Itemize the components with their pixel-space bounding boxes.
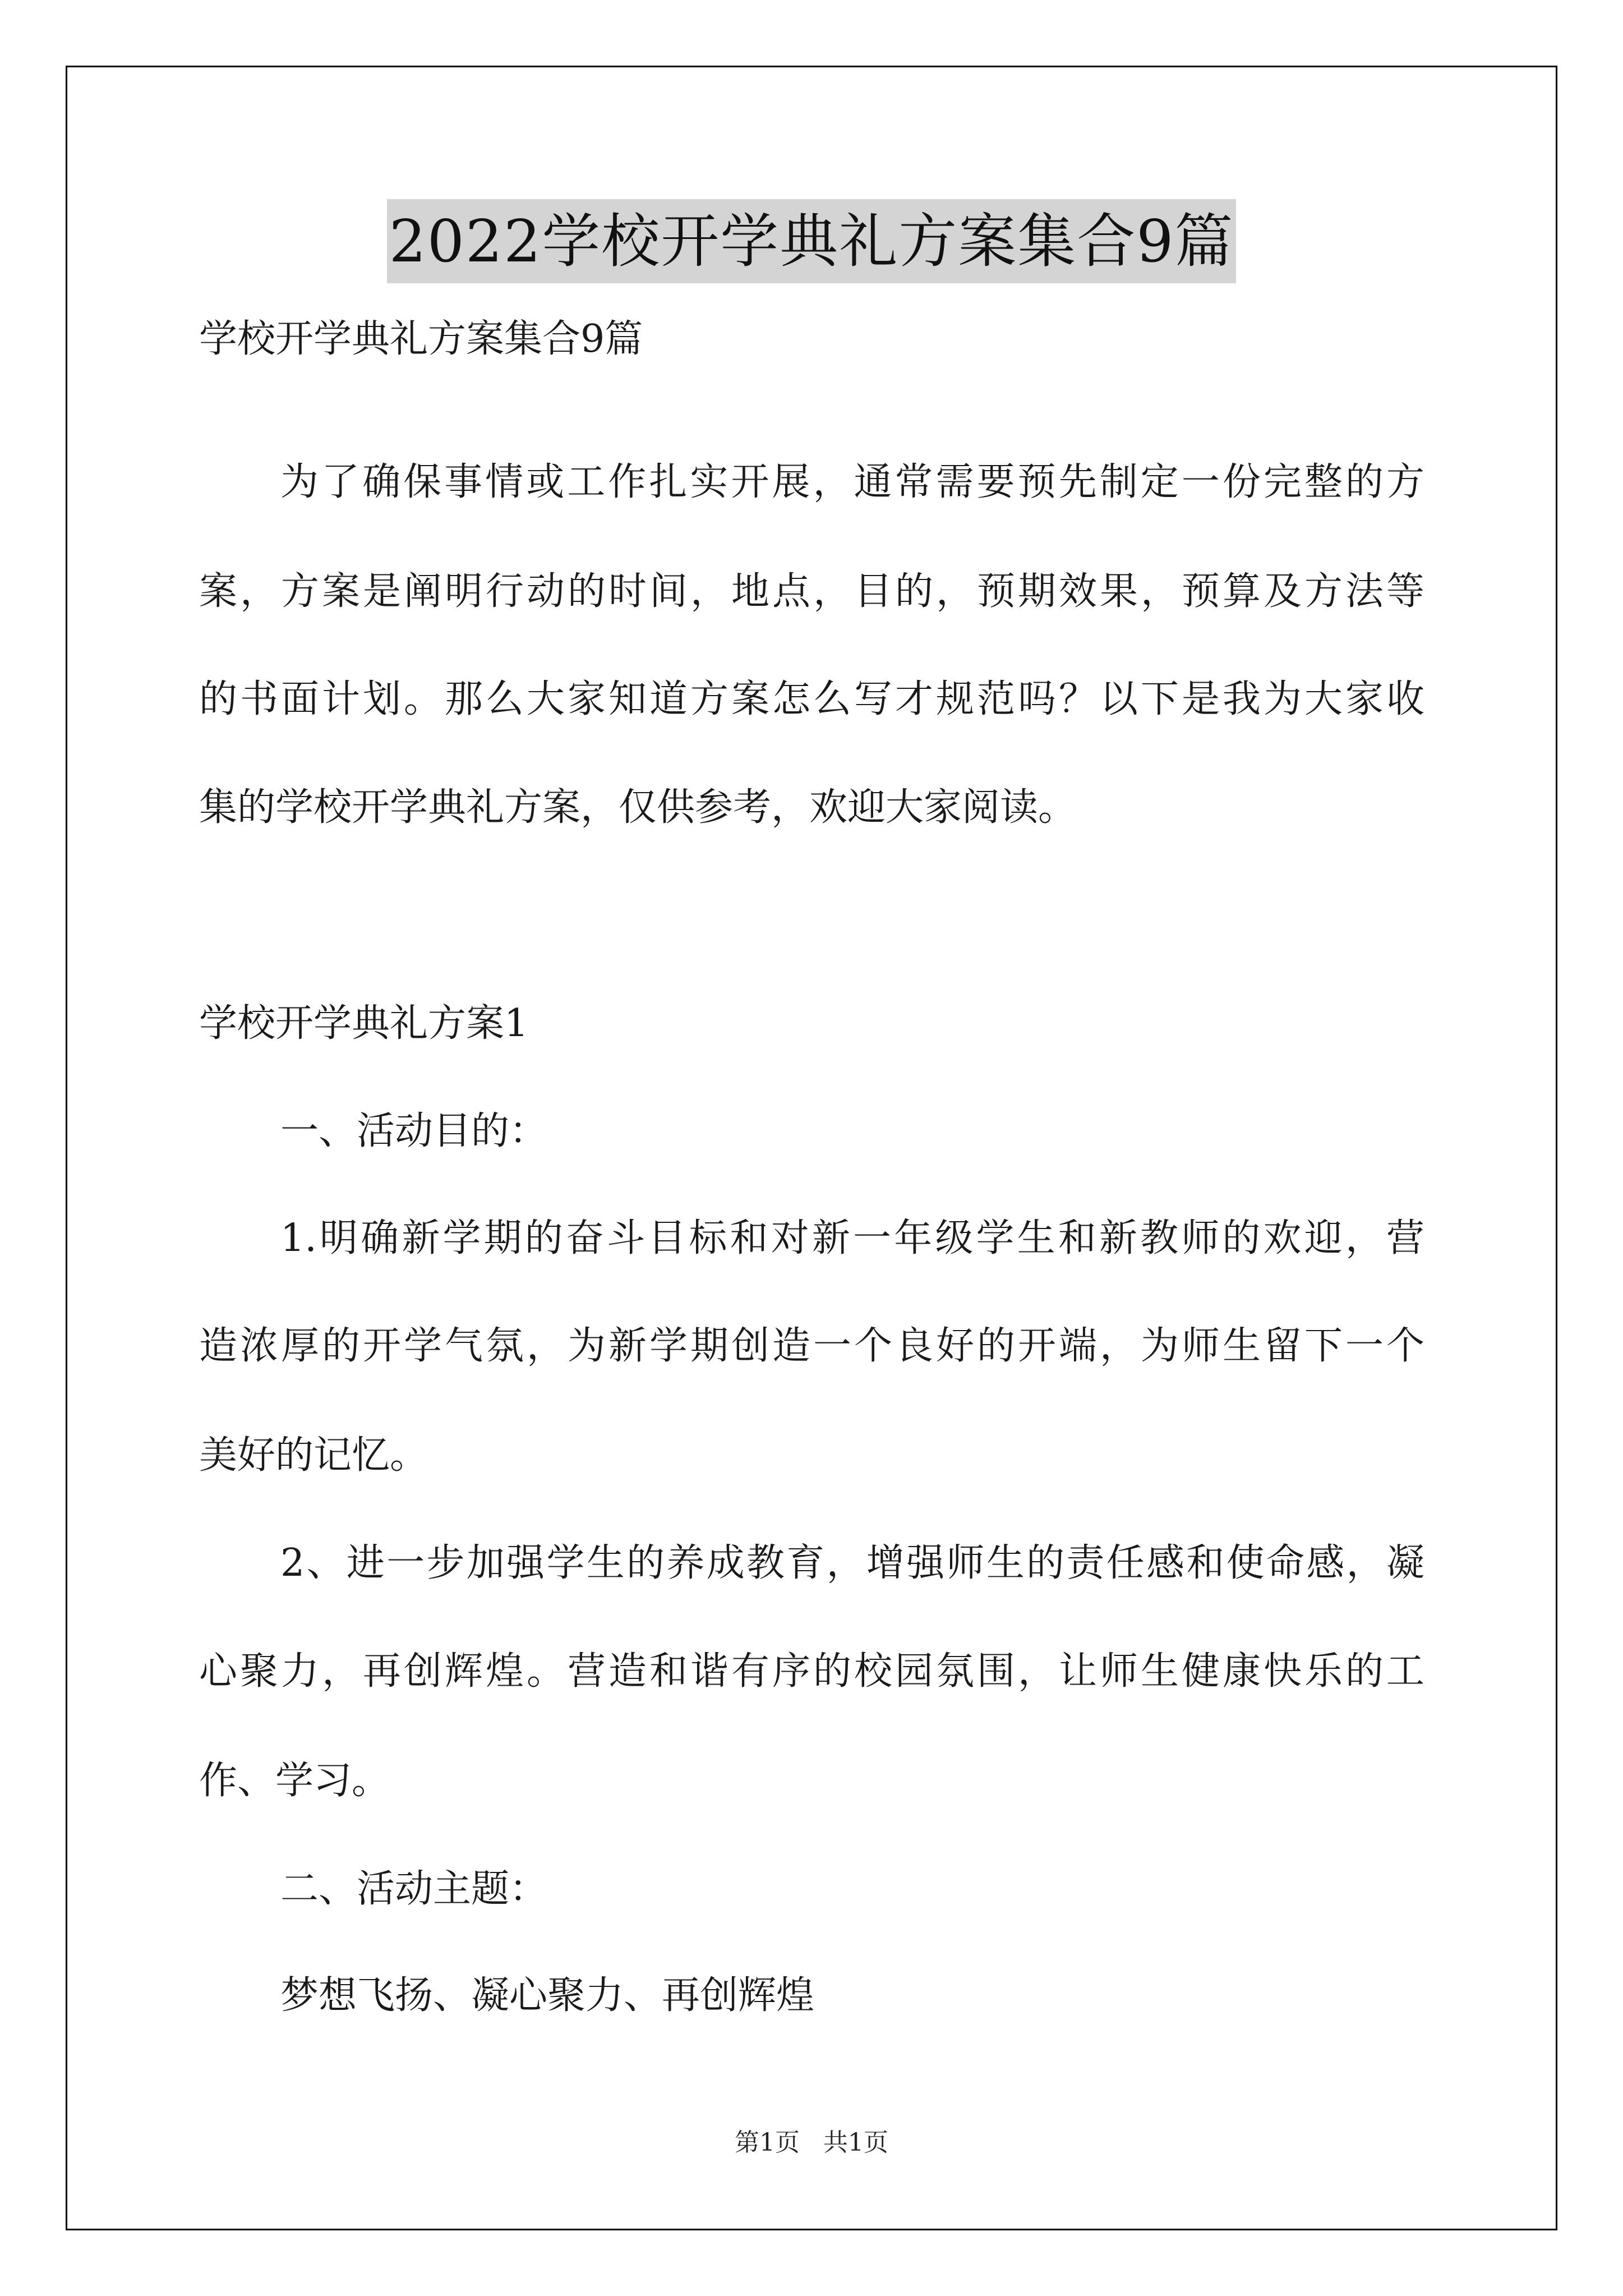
intro-line-2: 案，方案是阐明行动的时间，地点，目的，预期效果，预算及方法等 <box>199 569 1424 614</box>
intro-line-1: 为了确保事情或工作扎实开展，通常需要预先制定一份完整的方 <box>280 460 1424 504</box>
page-footer <box>0 2126 1623 2160</box>
page-number-current: 第1页 <box>735 2128 800 2157</box>
goal2-line-2: 心聚力，再创辉煌。营造和谐有序的校园氛围，让师生健康快乐的工 <box>199 1649 1424 1694</box>
theme-text: 梦想飞扬、凝心聚力、再创辉煌 <box>280 1973 815 2018</box>
title-container <box>0 199 1623 283</box>
document-subtitle: 学校开学典礼方案集合9篇 <box>199 317 643 361</box>
section-heading: 学校开学典礼方案1 <box>199 1001 529 1046</box>
goal1-line-3: 美好的记忆。 <box>199 1433 428 1478</box>
document-title: 2022学校开学典礼方案集合9篇 <box>387 199 1237 283</box>
goal2-line-1: 2、进一步加强学生的养成教育，增强师生的责任感和使命感，凝 <box>280 1541 1424 1585</box>
page-number-total: 共1页 <box>823 2128 888 2157</box>
goal1-line-2: 造浓厚的开学气氛，为新学期创造一个良好的开端，为师生留下一个 <box>199 1324 1424 1368</box>
goal2-line-3: 作、学习。 <box>199 1759 390 1803</box>
intro-line-3: 的书面计划。那么大家知道方案怎么写才规范吗？以下是我为大家收 <box>199 677 1424 721</box>
goal1-line-1: 1.明确新学期的奋斗目标和对新一年级学生和新教师的欢迎，营 <box>280 1216 1424 1260</box>
part-heading-theme: 二、活动主题： <box>280 1867 548 1911</box>
intro-line-4: 集的学校开学典礼方案，仅供参考，欢迎大家阅读。 <box>199 785 1077 830</box>
part-heading-objectives: 一、活动目的： <box>280 1109 548 1153</box>
